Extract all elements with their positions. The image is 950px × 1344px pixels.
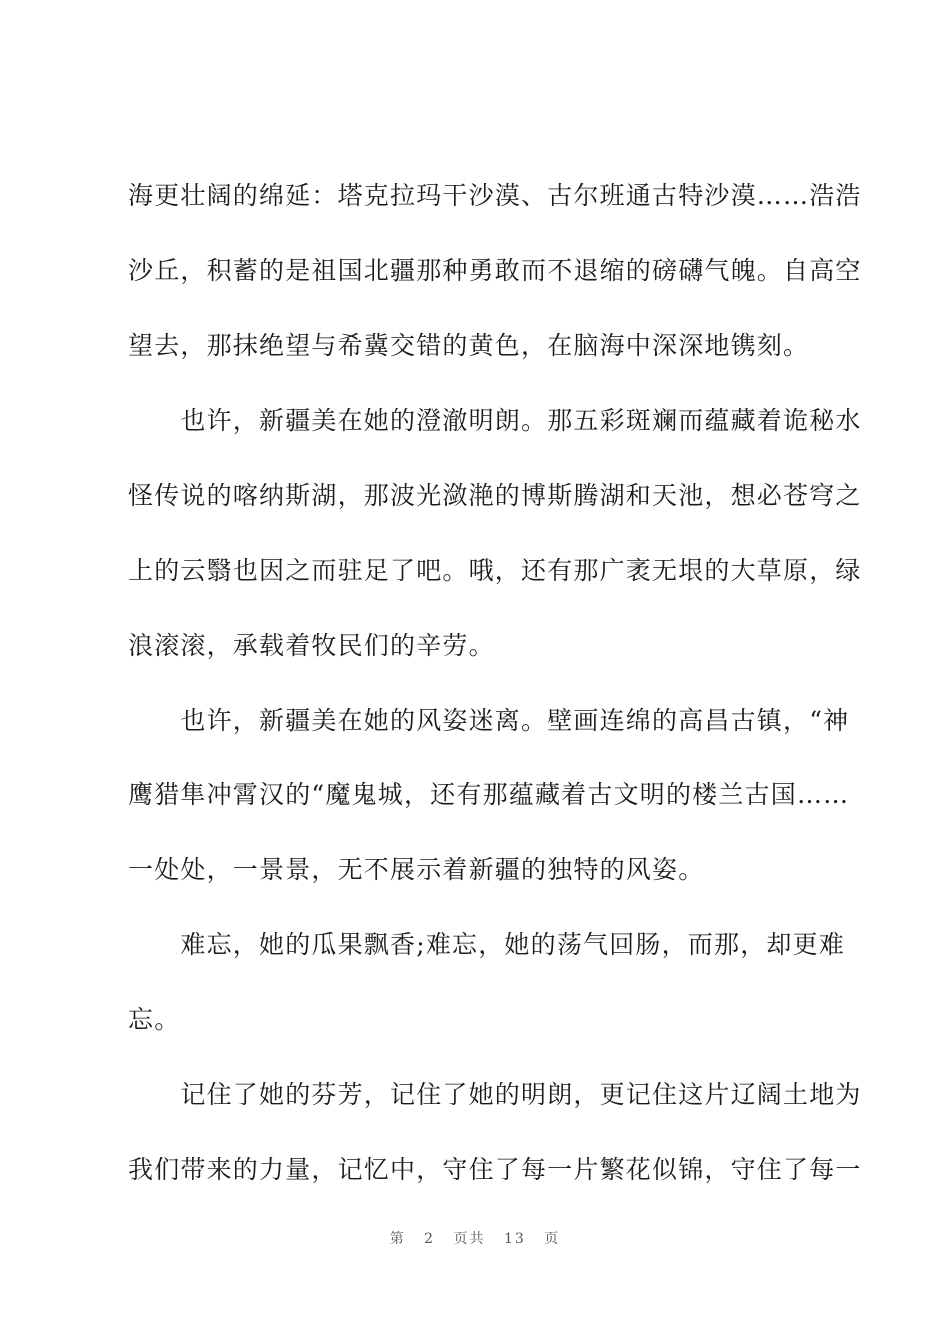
text-line: 海更壮阔的绵延：塔克拉玛干沙漠、古尔班通古特沙漠……浩浩: [128, 181, 862, 210]
text-line: 望去，那抹绝望与希冀交错的黄色，在脑海中深深地镌刻。: [128, 331, 810, 360]
page-middle: 页共: [453, 1231, 486, 1247]
text-line: 一处处，一景景，无不展示着新疆的独特的风姿。: [128, 855, 705, 884]
text-line: 记住了她的芬芳，记住了她的明朗，更记住这片辽阔土地为: [128, 1080, 862, 1109]
text-line: 鹰猎隼冲霄汉的“魔鬼城，还有那蕴藏着古文明的楼兰古国……: [128, 780, 850, 809]
text-line: 浪滚滚，承载着牧民们的辛劳。: [128, 631, 495, 660]
page-footer: [0, 1228, 950, 1248]
text-line: 难忘，她的瓜果飘香;难忘，她的荡气回肠，而那，却更难: [128, 930, 846, 959]
text-line: 怪传说的喀纳斯湖，那波光潋滟的博斯腾湖和天池，想必苍穹之: [128, 481, 862, 510]
text-line: 沙丘，积蓄的是祖国北疆那种勇敢而不退缩的磅礴气魄。自高空: [128, 256, 862, 285]
page-total: 13: [504, 1231, 526, 1247]
page-current: 2: [424, 1231, 436, 1247]
text-line: 也许，新疆美在她的澄澈明朗。那五彩斑斓而蕴藏着诡秘水: [128, 406, 862, 435]
text-line: 上的云翳也因之而驻足了吧。哦，还有那广袤无垠的大草原，绿: [128, 556, 862, 585]
page-suffix: 页: [544, 1231, 561, 1247]
page-prefix: 第: [389, 1231, 406, 1247]
text-line: 忘。: [128, 1005, 181, 1034]
text-line: 也许，新疆美在她的风姿迷离。壁画连绵的高昌古镇，“神: [128, 706, 850, 735]
text-line: 我们带来的力量，记忆中，守住了每一片繁花似锦，守住了每一: [128, 1155, 862, 1184]
